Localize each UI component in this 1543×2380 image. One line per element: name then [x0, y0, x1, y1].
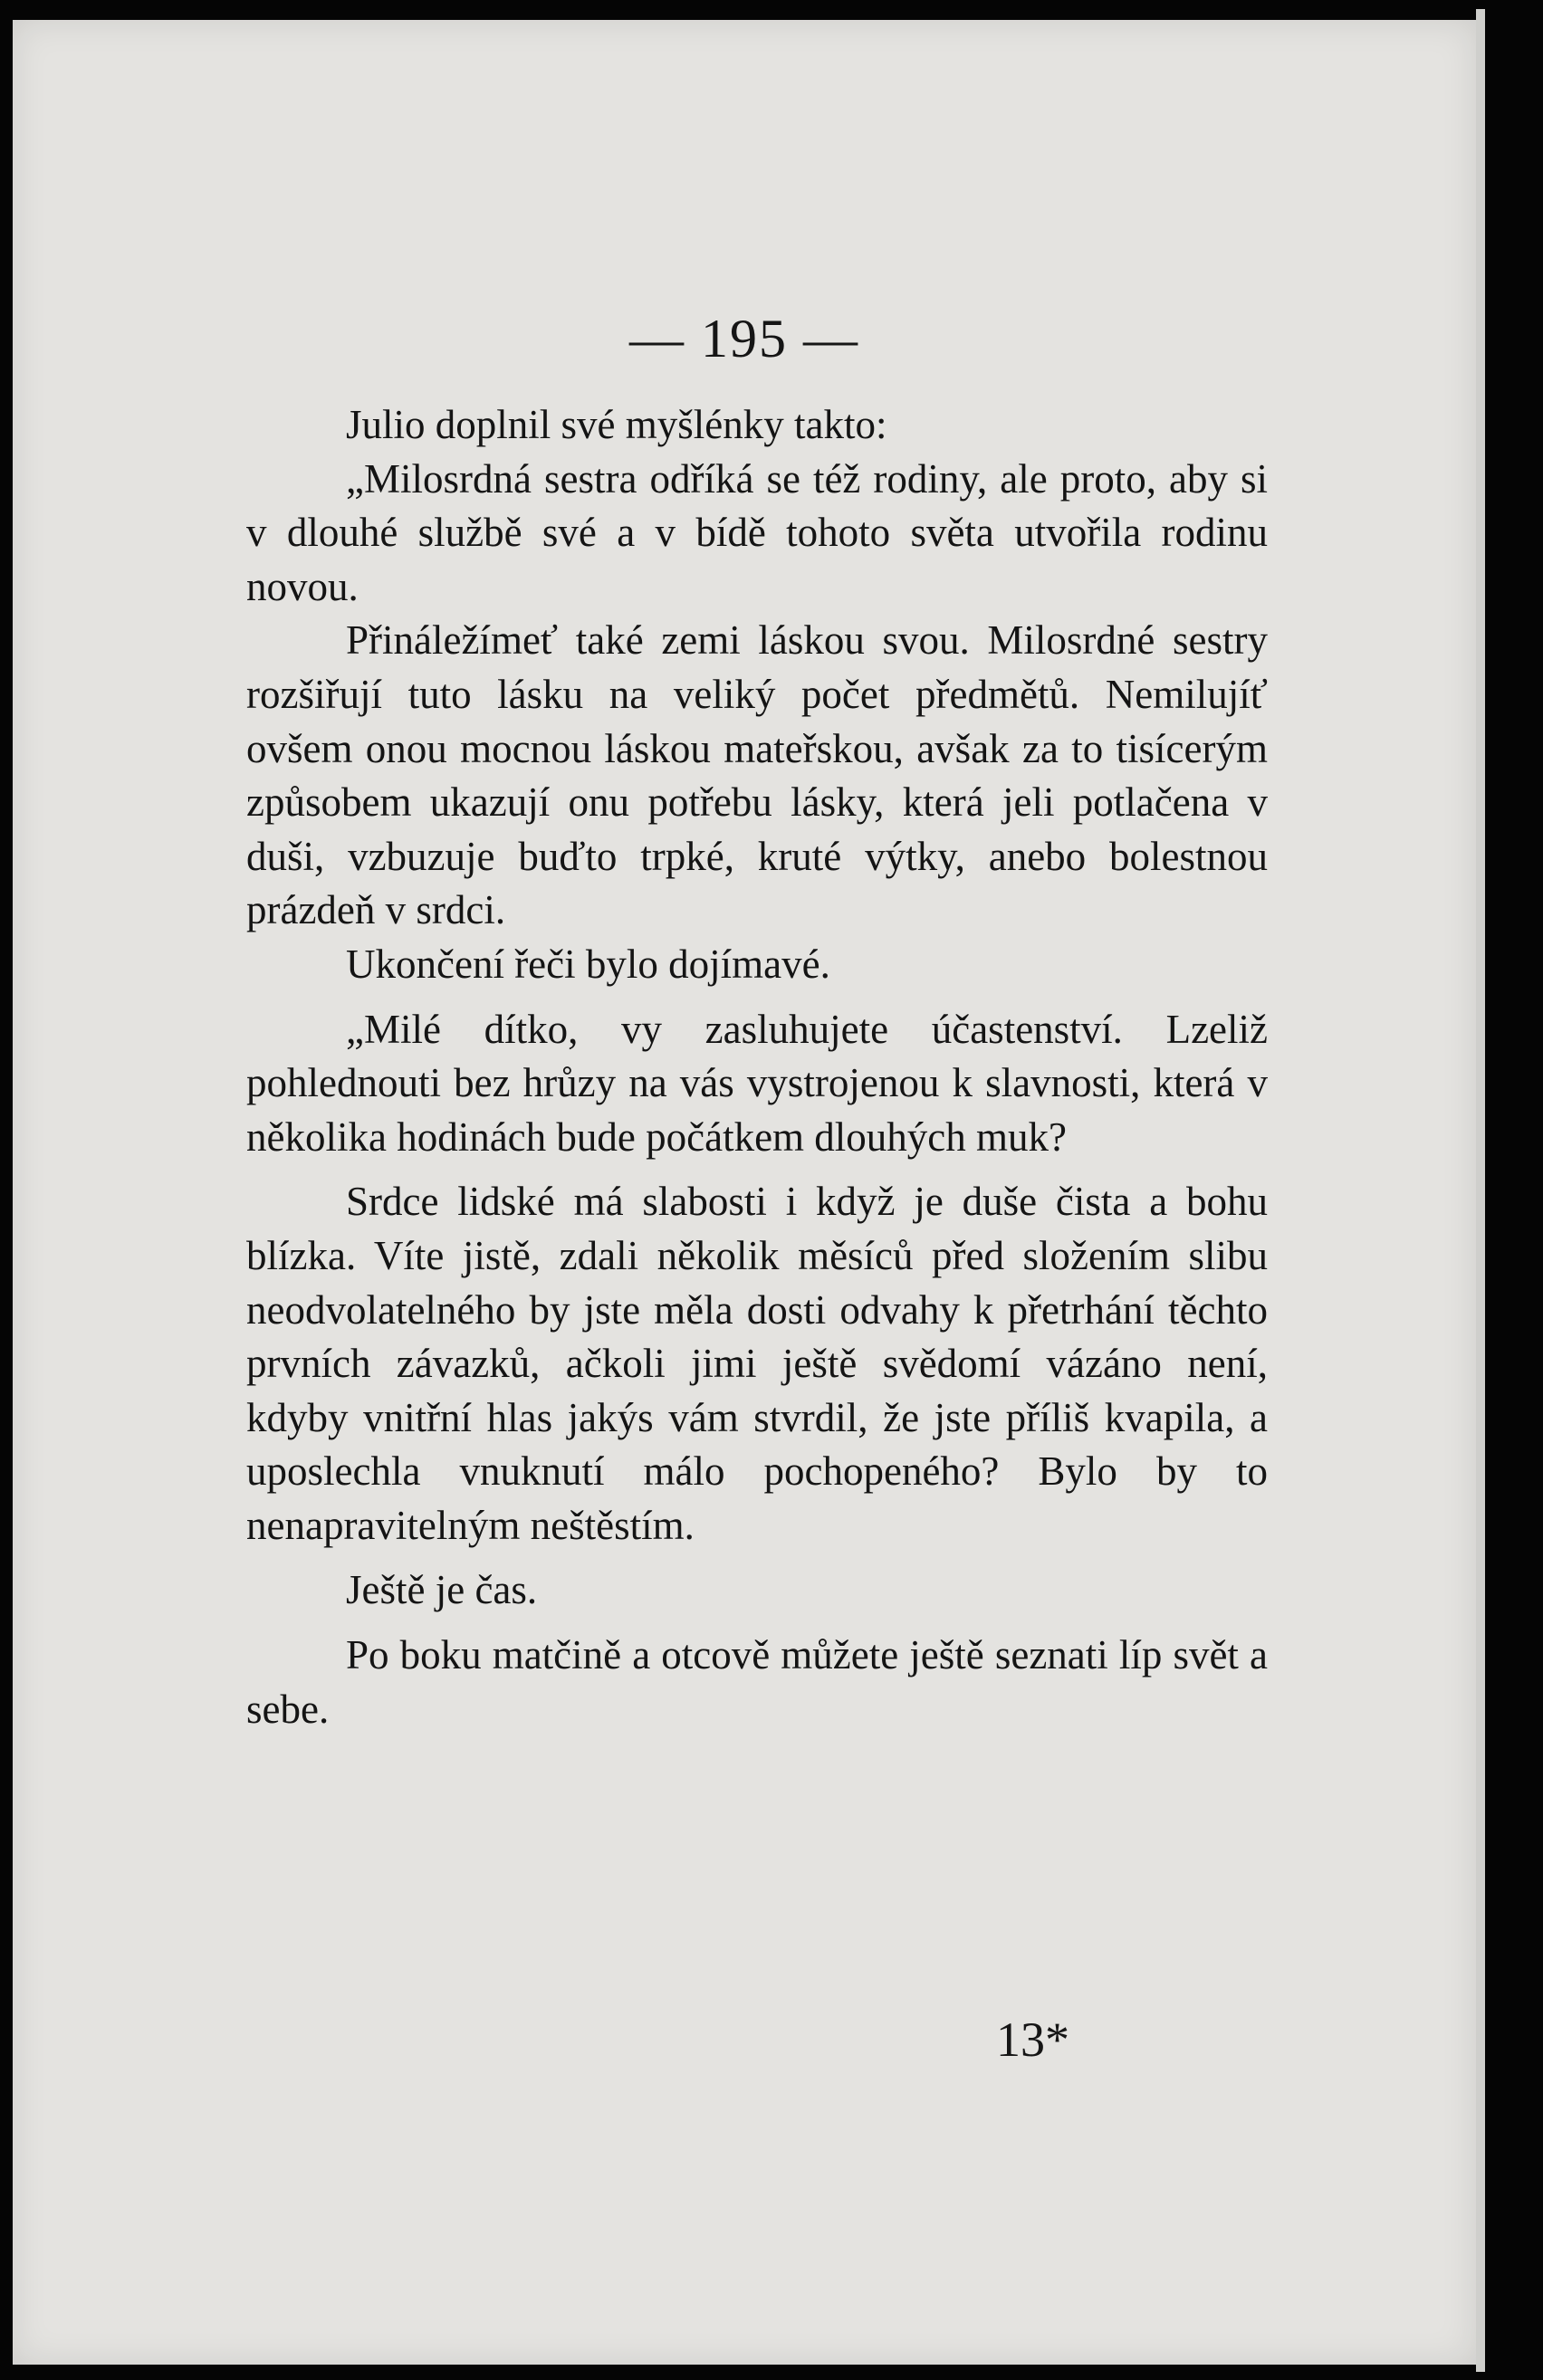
paragraph-1: Julio doplnil své myšlénky takto:: [346, 402, 887, 447]
paragraph-4: Ukončení řeči bylo dojímavé.: [346, 941, 830, 987]
paragraph-3: Přináležímeť také zemi láskou svou. Milosrdné sestry rozšiřují tuto lásku na veliký počet předmětů. Nemilujíť ovšem onou mocnou láskou mateřskou, avšak za to tisícerým způsobem ukazují onu potřebu lásky, která jeli potlačena v duši, vzbuzuje buďto trpké, kruté výtky, anebo bolestnou prázdeň v srdci.: [246, 617, 1268, 933]
signature-mark: 13*: [996, 2012, 1069, 2067]
paragraph-8: Po boku matčině a otcově můžete ještě seznati líp svět a sebe.: [246, 1632, 1268, 1732]
paragraph-7: Ještě je čas.: [346, 1567, 538, 1613]
page-body: [246, 398, 1268, 1736]
paragraph-5: „Milé dítko, vy zasluhujete účastenství. Lzeliž pohlednouti bez hrůzy na vás vystrojenou k slavnosti, která v několika hodinách bude počátkem dlouhých muk?: [246, 1006, 1268, 1160]
paragraph-6: Srdce lidské má slabosti i když je duše čista a bohu blízka. Víte jistě, zdali několik měsíců před složením slibu neodvolatelného by jste měla dosti odvahy k přetrhání těchto prvních závazků, ačkoli jimi ještě svědomí vázáno není, kdyby vnitřní hlas jakýs vám stvrdil, že jste příliš kvapila, a uposlechla vnuknutí málo pochopeného? Bylo by to nenapravitelným neštěstím.: [246, 1179, 1268, 1548]
page-edge: [1476, 9, 1485, 2372]
book-page: [13, 20, 1476, 2365]
page-number: — 195 —: [629, 309, 859, 368]
paragraph-2: „Milosrdná sestra odříká se též rodiny, ale proto, aby si v dlouhé službě své a v bídě tohoto světa utvořila rodinu novou.: [246, 455, 1268, 609]
